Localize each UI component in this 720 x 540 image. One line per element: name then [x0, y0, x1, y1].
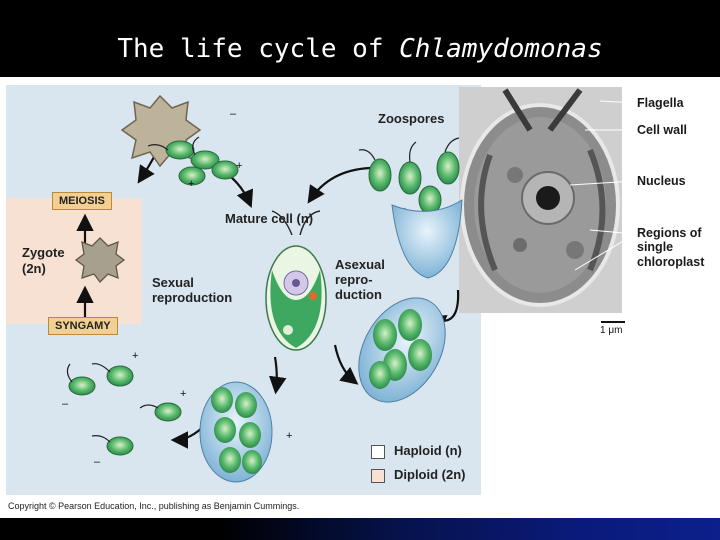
- asexual-label-1: Asexual: [335, 257, 385, 272]
- zygote-spiky-mid: [76, 238, 124, 282]
- plus-marker: +: [286, 430, 293, 442]
- flagella-label: Flagella: [637, 96, 684, 110]
- nucleus-label: Nucleus: [637, 174, 686, 188]
- title-prefix: The life cycle of: [117, 34, 400, 64]
- title-species: Chlamydomonas: [399, 34, 603, 64]
- micrograph: [459, 87, 635, 322]
- chloroplast-label-2: single: [637, 240, 674, 254]
- syngamy-tag: SYNGAMY: [48, 317, 118, 335]
- minus-marker: –: [230, 108, 237, 120]
- plus-marker: +: [236, 160, 243, 172]
- cell-wall-label: Cell wall: [637, 123, 688, 137]
- chloroplast-label-1: Regions of: [637, 226, 702, 240]
- sexual-label-2: reproduction: [152, 290, 233, 305]
- asexual-sporangium: [341, 283, 463, 418]
- mature-cell-label: Mature cell (n): [225, 211, 314, 226]
- zygote-ploidy: (2n): [22, 261, 46, 276]
- chloroplast-label-3: chloroplast: [637, 255, 705, 269]
- sexual-label-1: Sexual: [152, 275, 194, 290]
- sporangium-release: [392, 200, 462, 278]
- meiosis-tag: MEIOSIS: [52, 192, 112, 210]
- scale-bar-label: 1 μm: [600, 325, 623, 336]
- legend-diploid-swatch: [371, 469, 385, 483]
- minus-marker: –: [62, 398, 69, 410]
- gamete-sac: [200, 382, 272, 482]
- asexual-label-2: repro-: [335, 272, 373, 287]
- asexual-label-3: duction: [335, 287, 382, 302]
- copyright-notice: Copyright © Pearson Education, Inc., publishing as Benjamin Cummings.: [8, 501, 300, 511]
- mature-cell: [266, 211, 326, 350]
- legend-haploid-swatch: [371, 445, 385, 459]
- plus-marker: +: [180, 388, 187, 400]
- minus-marker: –: [94, 456, 101, 468]
- zoospores-label: Zoospores: [378, 111, 445, 126]
- plus-marker: +: [132, 350, 139, 362]
- legend-diploid-label: Diploid (2n): [394, 467, 466, 482]
- zygote-label: Zygote: [22, 245, 65, 260]
- bottom-bar: [0, 518, 720, 540]
- legend-haploid-label: Haploid (n): [394, 443, 462, 458]
- plus-marker: +: [188, 178, 195, 190]
